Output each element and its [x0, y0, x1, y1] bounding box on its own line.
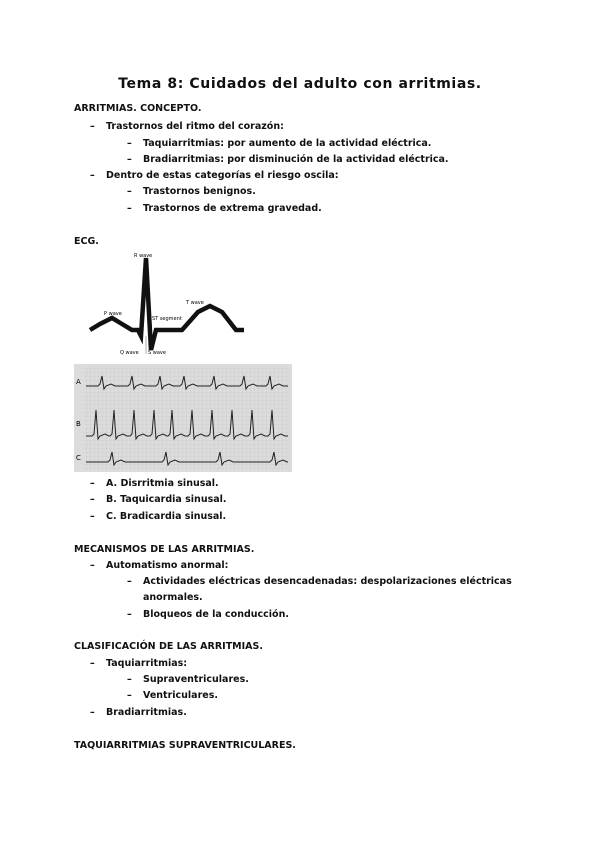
list-item-continuation: anormales. [143, 592, 203, 603]
section-heading-ecg: ECG. [74, 236, 99, 247]
list-item: – Dentro de estas categorías el riesgo oscila: [90, 170, 339, 181]
list-item: – Taquiarritmias: por aumento de la actividad eléctrica. [127, 138, 432, 149]
st-segment-label: ST segment [152, 316, 182, 322]
list-item: – A. Disrritmia sinusal. [90, 478, 219, 489]
r-wave-label: R wave [134, 253, 153, 259]
strip-label-c: C [76, 454, 81, 462]
strip-label-b: B [76, 420, 81, 428]
list-item: – Trastornos benignos. [127, 186, 256, 197]
ecg-waveform-diagram [86, 250, 246, 360]
q-wave-label: Q wave [120, 350, 139, 356]
section-heading-concepto: ARRITMIAS. CONCEPTO. [74, 103, 202, 114]
list-item: – Ventriculares. [127, 690, 218, 701]
section-heading-clasificacion: CLASIFICACIÓN DE LAS ARRITMIAS. [74, 641, 263, 652]
list-item: – Trastornos del ritmo del corazón: [90, 121, 284, 132]
list-item: – Automatismo anormal: [90, 560, 229, 571]
s-wave-label: S wave [148, 350, 166, 356]
list-item: – Bradiarritmias: por disminución de la actividad eléctrica. [127, 154, 449, 165]
list-item: – Actividades eléctricas desencadenadas: despolarizaciones eléctricas [127, 576, 512, 587]
list-item: – Bloqueos de la conducción. [127, 609, 289, 620]
page-title: Tema 8: Cuidados del adulto con arritmias. [118, 76, 482, 92]
list-item: – Taquiarritmias: [90, 658, 188, 669]
list-item: – Supraventriculares. [127, 674, 249, 685]
list-item: – C. Bradicardia sinusal. [90, 511, 227, 522]
p-wave-label: P wave [104, 311, 122, 317]
ecg-rhythm-strips [74, 364, 292, 472]
strip-label-a: A [76, 378, 81, 386]
section-heading-taquiarritmias: TAQUIARRITMIAS SUPRAVENTRICULARES. [74, 740, 296, 751]
list-item: – Trastornos de extrema gravedad. [127, 203, 322, 214]
t-wave-label: T wave [186, 300, 204, 306]
ecg-waveform-trace [90, 258, 244, 350]
list-item: – B. Taquicardia sinusal. [90, 494, 227, 505]
section-heading-mecanismos: MECANISMOS DE LAS ARRITMIAS. [74, 544, 255, 555]
list-item: – Bradiarritmias. [90, 707, 187, 718]
